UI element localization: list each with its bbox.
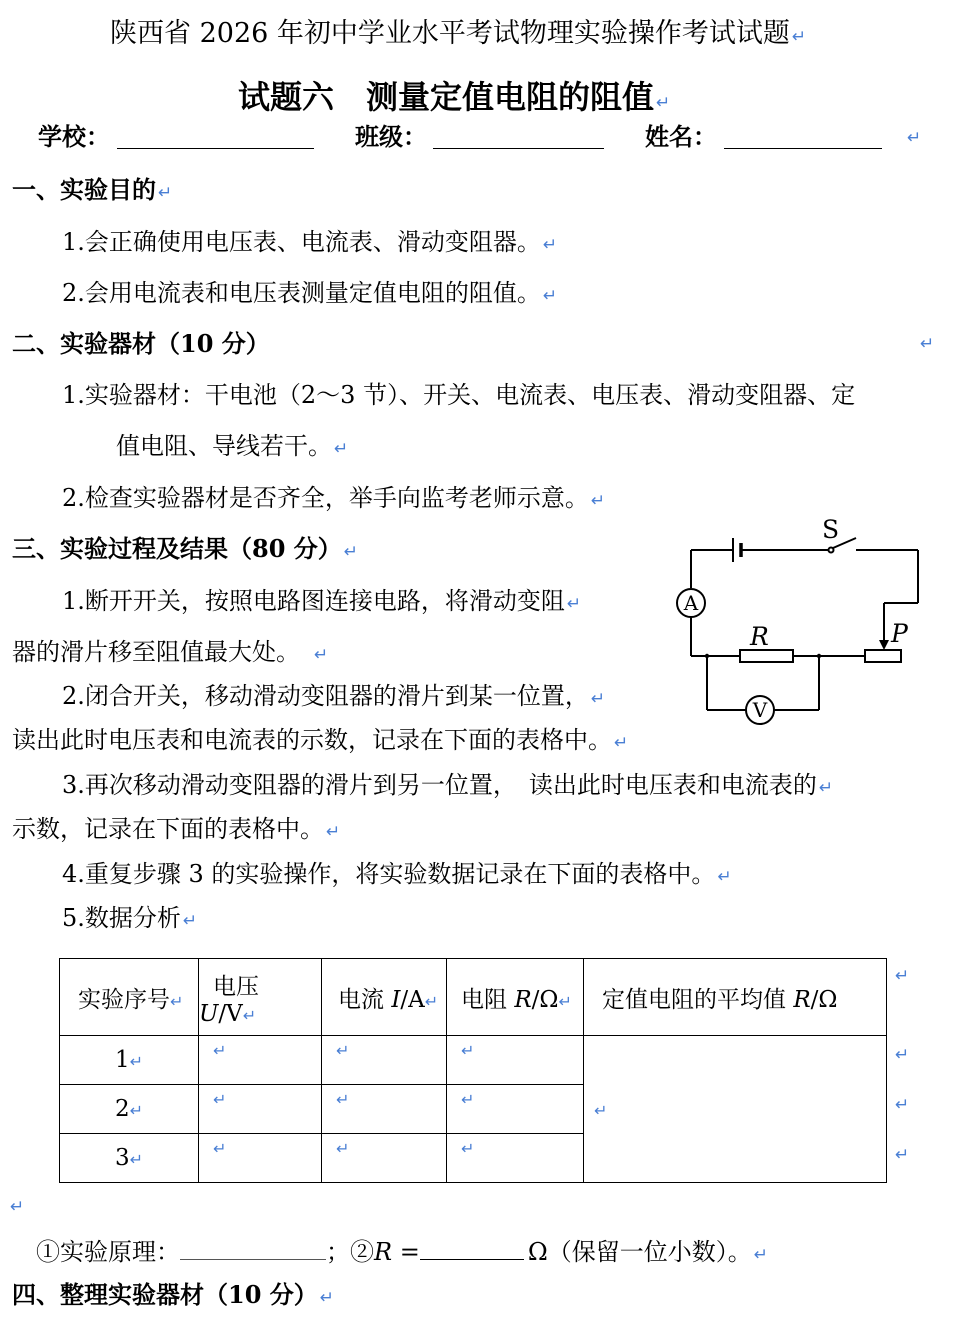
header-cell: 电压 U/V↵ xyxy=(199,959,322,1036)
class-field[interactable] xyxy=(433,148,604,149)
junction-dot xyxy=(817,654,821,658)
header-cell: 定值电阻的平均值 R/Ω xyxy=(584,959,887,1036)
return-mark: ↵ xyxy=(907,128,922,148)
return-mark: ↵ xyxy=(920,334,935,354)
name-label: 姓名： xyxy=(645,122,717,151)
step3-line1: 3.再次移动滑动变阻器的滑片到另一位置， 读出此时电压表和电流表的 ↵ xyxy=(62,771,834,799)
voltage-cell[interactable]: ↵ xyxy=(199,1134,322,1183)
sub-title: 试题六 测量定值电阻的阻值 ↵ xyxy=(238,78,671,116)
voltage-cell[interactable]: ↵ xyxy=(199,1085,322,1134)
current-cell[interactable]: ↵ xyxy=(322,1134,447,1183)
step2-line1: 2.闭合开关，移动滑动变阻器的滑片到某一位置， ↵ xyxy=(62,682,606,710)
step3-line2: 示数，记录在下面的表格中。 ↵ xyxy=(12,815,341,843)
step1-line2: 器的滑片移至阻值最大处。 ↵ xyxy=(12,638,329,666)
school-label: 学校： xyxy=(38,122,110,151)
resistance-cell[interactable]: ↵ xyxy=(447,1134,584,1183)
table-header-row xyxy=(60,959,887,1036)
name-field[interactable] xyxy=(724,148,882,149)
resistance-cell[interactable]: ↵ xyxy=(447,1085,584,1134)
header-cell: 实验序号↵ xyxy=(60,959,199,1036)
junction-dot xyxy=(705,654,709,658)
formula-line: ①实验原理： ；②R = Ω（保留一位小数）。 ↵ xyxy=(36,1238,768,1266)
row-index: 1↵ xyxy=(60,1036,199,1085)
return-mark: ↵ xyxy=(895,1095,910,1115)
current-cell[interactable]: ↵ xyxy=(322,1085,447,1134)
switch-label: S xyxy=(822,515,840,544)
return-mark: ↵ xyxy=(895,1145,910,1165)
data-table xyxy=(59,958,887,1183)
section4-heading: 四、整理实验器材（10 分） ↵ xyxy=(12,1280,335,1309)
row-index: 3↵ xyxy=(60,1134,199,1183)
step1-line1: 1.断开开关，按照电路图连接电路，将滑动变阻 ↵ xyxy=(62,587,582,615)
ammeter-label: A xyxy=(683,591,699,615)
resistor-r xyxy=(740,650,793,662)
resistance-blank[interactable] xyxy=(420,1239,524,1260)
class-label: 班级： xyxy=(355,122,427,151)
step2-line2: 读出此时电压表和电流表的示数，记录在下面的表格中。 ↵ xyxy=(12,726,629,754)
circuit-diagram xyxy=(660,510,940,735)
voltmeter-label: V xyxy=(752,698,768,722)
principle-blank[interactable] xyxy=(180,1239,326,1260)
return-mark: ↵ xyxy=(10,1197,25,1217)
header-cell: 电流 I/A↵ xyxy=(322,959,447,1036)
school-field[interactable] xyxy=(117,148,314,149)
section1-heading: 一、实验目的 ↵ xyxy=(12,175,173,204)
slider-label: P xyxy=(891,619,908,648)
section1-item-1: 1.会正确使用电压表、电流表、滑动变阻器。 ↵ xyxy=(62,228,558,256)
resistor-label: R xyxy=(750,622,769,651)
section1-item-2: 2.会用电流表和电压表测量定值电阻的阻值。 ↵ xyxy=(62,279,558,307)
voltage-cell[interactable]: ↵ xyxy=(199,1036,322,1085)
section2-heading: 二、实验器材（10 分） xyxy=(12,329,270,358)
header-cell: 电阻 R/Ω↵ xyxy=(447,959,584,1036)
table-row xyxy=(60,1036,887,1085)
step4: 4.重复步骤 3 的实验操作，将实验数据记录在下面的表格中。 ↵ xyxy=(62,860,732,888)
current-cell[interactable]: ↵ xyxy=(322,1036,447,1085)
resistance-cell[interactable]: ↵ xyxy=(447,1036,584,1085)
return-mark: ↵ xyxy=(895,966,910,986)
average-cell[interactable]: ↵ xyxy=(584,1036,887,1183)
return-mark: ↵ xyxy=(895,1045,910,1065)
section3-heading: 三、实验过程及结果（80 分） ↵ xyxy=(12,534,359,563)
main-title: 陕西省 2026 年初中学业水平考试物理实验操作考试试题 ↵ xyxy=(110,18,807,49)
slider-arrow xyxy=(879,640,889,650)
section2-item-1-line2: 值电阻、导线若干。 ↵ xyxy=(116,432,349,460)
section2-item-2: 2.检查实验器材是否齐全，举手向监考老师示意。 ↵ xyxy=(62,484,606,512)
principle-label: ①实验原理： xyxy=(36,1238,180,1266)
row-index: 2↵ xyxy=(60,1085,199,1134)
step5: 5.数据分析 ↵ xyxy=(62,904,198,932)
switch-pivot xyxy=(829,548,834,553)
section2-item-1-line1: 1.实验器材：干电池（2～3 节）、开关、电流表、电压表、滑动变阻器、定 xyxy=(62,381,856,409)
rheostat xyxy=(865,650,901,662)
